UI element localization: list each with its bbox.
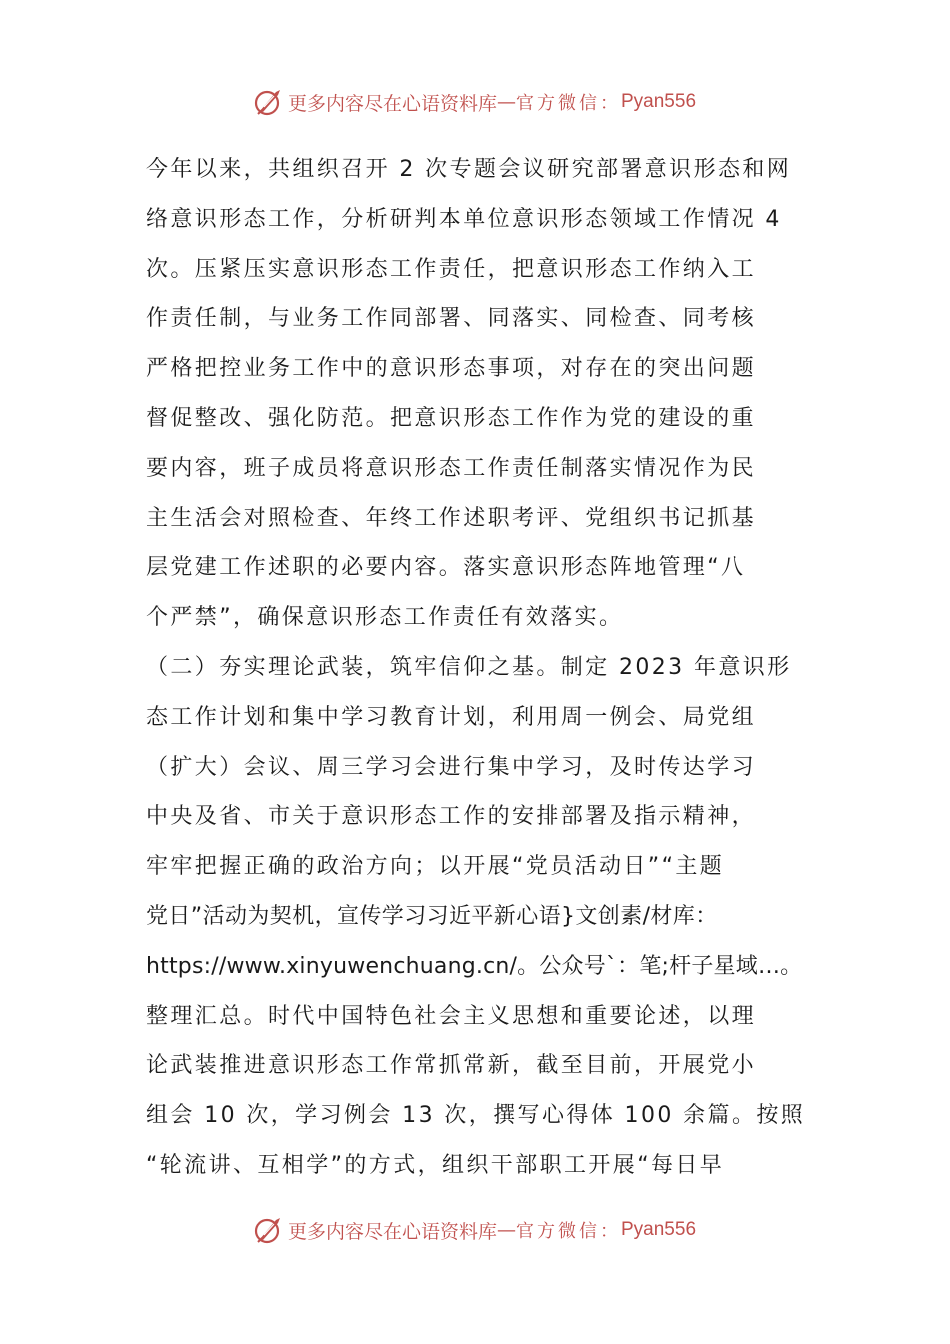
quill-logo-icon (254, 1215, 284, 1245)
quill-logo-icon (254, 87, 284, 117)
body-line: 要内容，班子成员将意识形态工作责任制落实情况作为民 (146, 455, 757, 481)
body-line: 党日”活动为契机，宣传学习习近平新心语}文创素/材库： (146, 903, 718, 929)
banner-official-label: 官方微信： (516, 1221, 621, 1242)
body-line: 作责任制，与业务工作同部署、同落实、同检查、同考核 (146, 306, 757, 332)
document-body (146, 145, 818, 1191)
banner-wechat-id: Pyan556 (621, 1219, 697, 1240)
banner-title: 更多内容尽在心语资料库 (287, 92, 497, 115)
body-line: 主生活会对照检查、年终工作述职考评、党组织书记抓基 (146, 505, 757, 531)
body-line-url: https://www.xinyuwenchuang.cn/。公众号`：笔;杆子星域…。 (146, 953, 803, 979)
body-line: “轮流讲、互相学”的方式，组织干部职工开展“每日早 (146, 1152, 725, 1178)
banner-separator: — (497, 1219, 516, 1241)
body-line: 严格把控业务工作中的意识形态事项，对存在的突出问题 (146, 356, 757, 382)
body-line: 今年以来，共组织召开 2 次专题会议研究部署意识形态和网 (146, 157, 792, 182)
body-line: 论武装推进意识形态工作常抓常新，截至目前，开展党小 (146, 1053, 757, 1079)
header-banner (0, 82, 950, 122)
body-line: 督促整改、强化防范。把意识形态工作作为党的建设的重 (146, 405, 757, 431)
banner-title: 更多内容尽在心语资料库 (287, 1220, 497, 1243)
body-line: 中央及省、市关于意识形态工作的安排部署及指示精神， (146, 804, 757, 830)
body-line: 次。压紧压实意识形态工作责任，把意识形态工作纳入工 (146, 256, 757, 282)
footer-banner (0, 1210, 950, 1250)
body-line: 整理汇总。时代中国特色社会主义思想和重要论述，以理 (146, 1003, 757, 1029)
body-line: 层党建工作述职的必要内容。落实意识形态阵地管理“八 (146, 555, 746, 581)
banner-official-label: 官方微信： (516, 93, 621, 114)
banner-wechat-id: Pyan556 (621, 91, 697, 112)
body-line: （扩大）会议、周三学习会进行集中学习，及时传达学习 (146, 754, 757, 780)
section-heading-line: （二）夯实理论武装，筑牢信仰之基。制定 2023 年意识形 (146, 654, 792, 680)
body-line: 牢牢把握正确的政治方向；以开展“党员活动日”“主题 (146, 854, 725, 880)
banner-separator: — (497, 91, 516, 113)
body-line: 组会 10 次，学习例会 13 次，撰写心得体 100 余篇。按照 (146, 1103, 806, 1129)
body-line: 个严禁”，确保意识形态工作责任有效落实。 (146, 605, 624, 631)
body-line: 络意识形态工作，分析研判本单位意识形态领域工作情况 4 (146, 206, 782, 232)
body-line: 态工作计划和集中学习教育计划，利用周一例会、局党组 (146, 704, 757, 730)
